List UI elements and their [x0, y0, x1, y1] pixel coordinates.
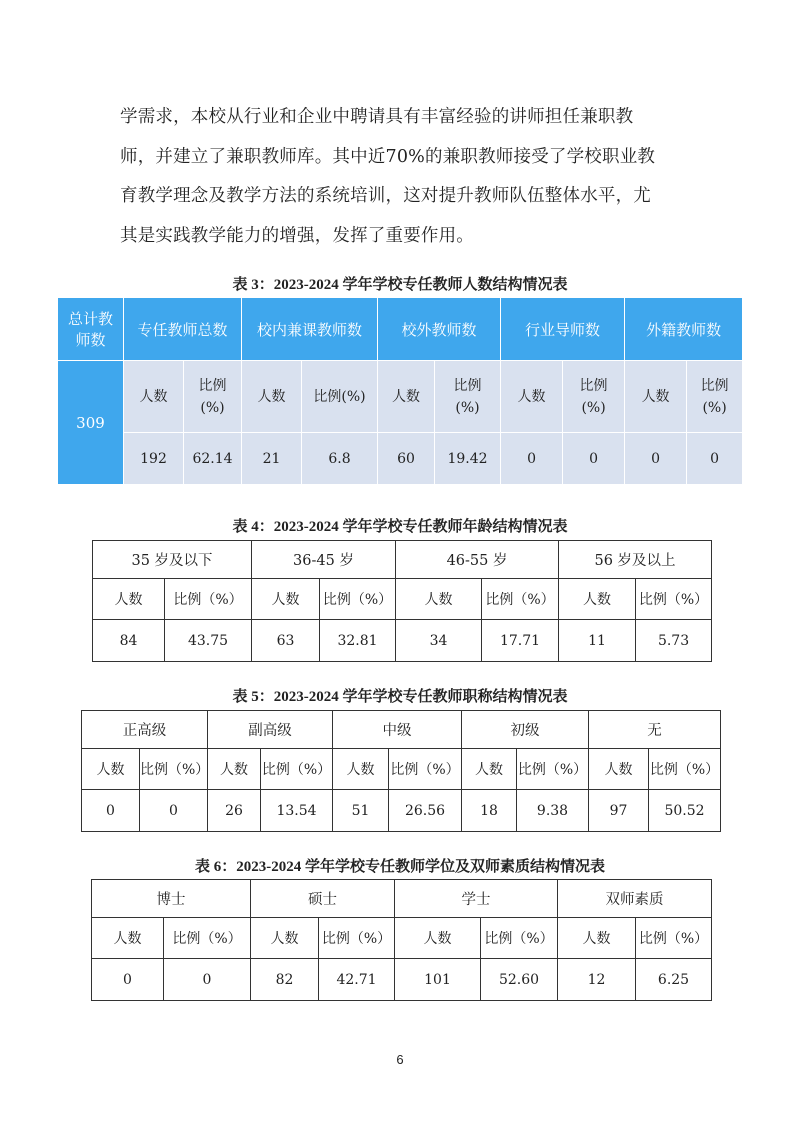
- sub-header-count: 人数: [93, 579, 165, 620]
- table-cell: 12: [558, 959, 636, 1001]
- ratio-unit: (%): [455, 399, 480, 416]
- group-header-age-46-55: 46-55 岁: [396, 541, 559, 579]
- table-cell: 60: [378, 433, 435, 485]
- sub-header-count: 人数: [208, 749, 261, 790]
- table-cell: 34: [396, 620, 482, 662]
- paragraph-line: 其是实践教学能力的增强，发挥了重要作用。: [120, 225, 474, 246]
- table-cell: 6.8: [302, 433, 378, 485]
- group-header-junior: 初级: [462, 711, 589, 749]
- sub-header-ratio: 比例（%）: [517, 749, 589, 790]
- table-cell: 13.54: [261, 790, 333, 832]
- sub-header-count: 人数: [242, 361, 302, 433]
- sub-header-ratio: 比例（%）: [261, 749, 333, 790]
- group-header-industry: 行业导师数: [501, 298, 625, 361]
- sub-header-count: 人数: [92, 918, 164, 959]
- group-header-doctorate: 博士: [92, 880, 251, 918]
- group-header-associate-senior: 副高级: [208, 711, 333, 749]
- sub-header-ratio: 比例（%）: [389, 749, 462, 790]
- table-cell: 21: [242, 433, 302, 485]
- ratio-label: 比例: [198, 377, 227, 394]
- table-cell: 51: [333, 790, 389, 832]
- group-header-master: 硕士: [251, 880, 395, 918]
- table6-caption: 表 6：2023-2024 学年学校专任教师学位及双师素质结构情况表: [195, 859, 605, 875]
- table-cell: 11: [559, 620, 636, 662]
- table-cell: 42.71: [319, 959, 395, 1001]
- sub-header-ratio: 比例（%）: [319, 918, 395, 959]
- sub-header-count: 人数: [559, 579, 636, 620]
- ratio-label: 比例: [700, 377, 729, 394]
- sub-header-ratio: 比例（%）: [482, 579, 559, 620]
- total-header-line: 师数: [75, 331, 106, 349]
- table-cell: 63: [252, 620, 320, 662]
- group-header-internal: 校内兼课教师数: [242, 298, 378, 361]
- table-cell: 43.75: [165, 620, 252, 662]
- table-cell: 9.38: [517, 790, 589, 832]
- table3-staff-structure: [57, 297, 743, 485]
- table-cell: 82: [251, 959, 319, 1001]
- page-number: 6: [396, 1052, 404, 1067]
- table-cell: 97: [589, 790, 649, 832]
- group-header-intermediate: 中级: [333, 711, 462, 749]
- sub-header-ratio: [563, 361, 625, 433]
- table-cell: 26.56: [389, 790, 462, 832]
- group-header-fulltime: 专任教师总数: [124, 298, 242, 361]
- sub-header-ratio: [184, 361, 242, 433]
- sub-header-count: 人数: [333, 749, 389, 790]
- paragraph-line: 师，并建立了兼职教师库。其中近70%的兼职教师接受了学校职业教: [120, 146, 656, 167]
- total-header-line: 总计教: [67, 310, 113, 328]
- sub-header-ratio: 比例（%）: [320, 579, 396, 620]
- table-cell: 19.42: [435, 433, 501, 485]
- table-cell: 26: [208, 790, 261, 832]
- sub-header-count: 人数: [395, 918, 481, 959]
- table-cell: 84: [93, 620, 165, 662]
- ratio-label: 比例: [579, 377, 608, 394]
- table5-title-structure: [81, 710, 721, 832]
- group-header-external: 校外教师数: [378, 298, 501, 361]
- table6-degree-structure: [91, 879, 712, 1001]
- group-header-senior: 正高级: [82, 711, 208, 749]
- table-cell: 0: [140, 790, 208, 832]
- sub-header-count: 人数: [589, 749, 649, 790]
- ratio-label: 比例: [453, 377, 482, 394]
- table-cell: 62.14: [184, 433, 242, 485]
- sub-header-ratio: 比例（%）: [140, 749, 208, 790]
- sub-header-count: 人数: [378, 361, 435, 433]
- group-header-foreign: 外籍教师数: [625, 298, 743, 361]
- paragraph-line: 学需求，本校从行业和企业中聘请具有丰富经验的讲师担任兼职教: [120, 107, 634, 127]
- sub-header-ratio: 比例（%）: [636, 579, 712, 620]
- table-cell: 0: [164, 959, 251, 1001]
- ratio-unit: (%): [200, 399, 225, 416]
- group-header-age-36-45: 36-45 岁: [252, 541, 396, 579]
- ratio-unit: (%): [702, 399, 727, 416]
- table-cell: 5.73: [636, 620, 712, 662]
- table-cell: 0: [501, 433, 563, 485]
- sub-header-count: 人数: [558, 918, 636, 959]
- table-cell: 0: [82, 790, 140, 832]
- table-cell: 0: [563, 433, 625, 485]
- table-cell: 0: [625, 433, 687, 485]
- sub-header-ratio: 比例（%）: [481, 918, 558, 959]
- table3-caption: 表 3：2023-2024 学年学校专任教师人数结构情况表: [232, 277, 568, 293]
- group-header-dual-qualified: 双师素质: [558, 880, 712, 918]
- group-header-age-56-above: 56 岁及以上: [559, 541, 712, 579]
- group-header-bachelor: 学士: [395, 880, 558, 918]
- sub-header-count: 人数: [501, 361, 563, 433]
- sub-header-count: 人数: [396, 579, 482, 620]
- table4-caption: 表 4：2023-2024 学年学校专任教师年龄结构情况表: [232, 519, 568, 535]
- sub-header-ratio: 比例（%）: [165, 579, 252, 620]
- table-cell: 17.71: [482, 620, 559, 662]
- table-cell: 0: [687, 433, 743, 485]
- group-header-none: 无: [589, 711, 721, 749]
- table-cell: 6.25: [636, 959, 712, 1001]
- table-cell: 101: [395, 959, 481, 1001]
- sub-header-ratio: 比例(%): [302, 361, 378, 433]
- table-cell: 18: [462, 790, 517, 832]
- body-paragraph: [120, 98, 700, 256]
- total-teachers-value: 309: [58, 361, 124, 485]
- table4-age-structure: [92, 540, 712, 662]
- sub-header-count: 人数: [462, 749, 517, 790]
- sub-header-count: 人数: [625, 361, 687, 433]
- sub-header-count: 人数: [82, 749, 140, 790]
- ratio-unit: (%): [581, 399, 606, 416]
- sub-header-ratio: [687, 361, 743, 433]
- group-header-age-35-below: 35 岁及以下: [93, 541, 252, 579]
- sub-header-count: 人数: [252, 579, 320, 620]
- sub-header-count: 人数: [251, 918, 319, 959]
- sub-header-count: 人数: [124, 361, 184, 433]
- table-cell: 52.60: [481, 959, 558, 1001]
- table5-caption: 表 5：2023-2024 学年学校专任教师职称结构情况表: [232, 689, 568, 705]
- sub-header-ratio: 比例（%）: [649, 749, 721, 790]
- sub-header-ratio: [435, 361, 501, 433]
- sub-header-ratio: 比例（%）: [164, 918, 251, 959]
- paragraph-line: 育教学理念及教学方法的系统培训，这对提升教师队伍整体水平，尤: [120, 186, 651, 206]
- table-cell: 0: [92, 959, 164, 1001]
- table-cell: 50.52: [649, 790, 721, 832]
- sub-header-ratio: 比例（%）: [636, 918, 712, 959]
- table-cell: 32.81: [320, 620, 396, 662]
- total-teachers-header: [58, 298, 124, 361]
- table-cell: 192: [124, 433, 184, 485]
